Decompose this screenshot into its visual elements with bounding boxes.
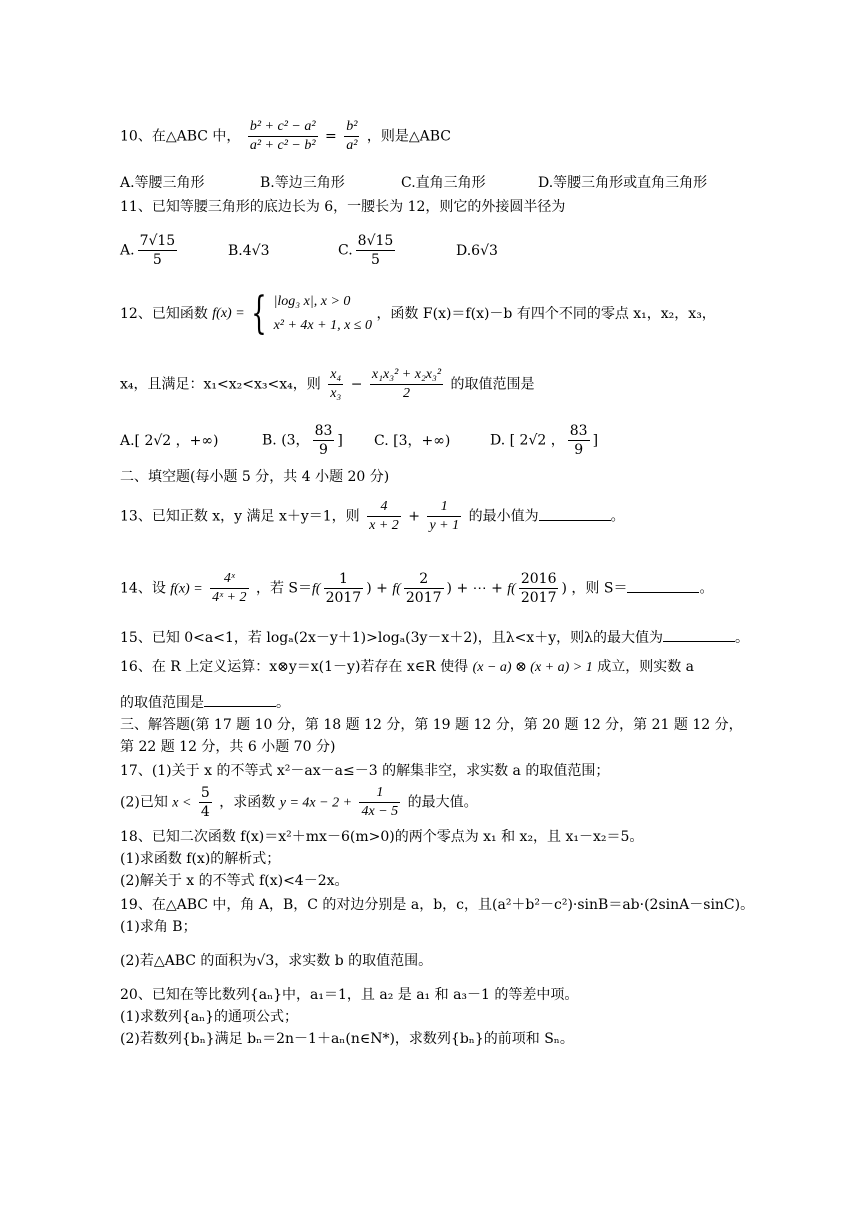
q11-option-c-label: C. [338,242,353,259]
q14-mid: ，若 S＝ [255,580,313,597]
q16-line2-text: 的取值范围是 [120,695,204,711]
q12-option-d-fraction [568,422,590,459]
q17-condition-denominator: 4 [200,804,210,820]
q12-line2 [120,366,535,403]
q16-end: 。 [276,695,290,711]
q14-function-numerator: 4ˣ [210,570,248,589]
q16-prefix: 16、在 R 上定义运算：x⊗y＝x(1－y)若存在 x∈R 使得 [120,659,469,675]
q11-option-a-fraction [138,232,178,269]
q14-end: 。 [699,580,714,597]
q14-term3-numerator: 2016 [520,571,557,587]
q12-fraction1 [328,366,343,403]
q14-prefix: 14、设 [120,580,166,597]
q12-fraction1-denominator: x₃ [330,386,342,401]
q12-case2: x² + 4x + 1, x ≤ 0 [273,318,372,333]
q11-stem: 11、已知等腰三角形的底边长为 6，一腰长为 12，则它的外接圆半径为 [120,199,566,215]
q14-f2-label: f( [392,581,401,597]
q12-cases [274,290,372,338]
q17-function-denominator: 4x − 5 [361,804,399,819]
q10-option-b: B.等边三角形 [260,175,345,191]
q17-part2-prefix: (2)已知 [120,794,168,811]
q10-equals: = [325,128,337,145]
q14-term1 [324,570,364,607]
q20-stem: 20、已知在等比数列{aₙ}中，a₁＝1，且 a₂ 是 a₁ 和 a₃－1 的等差中项。 [120,987,579,1003]
q14-line [120,570,713,607]
q17-function: y = 4x − 2 + [279,795,353,811]
q15-text: 15、已知 0<a<1，若 logₐ(2x－y＋1)>logₐ(3y－x＋2)，且λ<x＋y，则λ的最大值为 [120,630,663,646]
q13-plus: + [408,508,420,525]
q17-suffix: 的最大值。 [407,794,478,811]
q12-minus: − [350,376,363,393]
q14-function-name: f(x) = [170,581,203,597]
q14-f3-label: f( [507,581,516,597]
q15-answer-blank[interactable] [663,627,735,642]
q11-option-c-numerator: 8√15 [357,233,394,249]
q10-left-numerator: b² + c² − a² [248,118,318,137]
q16-expression: (x − a) ⊗ (x + a) > 1 [472,660,593,675]
q12-option-b-numerator: 83 [314,423,333,439]
q14-term1-numerator: 1 [324,570,364,589]
q12-option-d-denominator: 9 [574,442,584,458]
q12-option-b-fraction [313,422,335,459]
q20-part1: (1)求数列{aₙ}的通项公式； [120,1009,299,1025]
q10-right-denominator: a² [346,138,358,153]
q11-option-c-denominator: 5 [371,252,380,268]
q15-line [120,627,749,647]
q14-paren1: ) [366,580,372,597]
q16-answer-blank[interactable] [204,692,276,707]
q13-fraction1 [367,498,401,535]
q10-suffix: ，则是△ABC [366,128,451,145]
q17-mid: ，求函数 [219,794,276,811]
q12-prefix: 12、已知函数 [120,306,208,322]
q18-part2: (2)解关于 x 的不等式 f(x)<4－2x。 [120,873,349,889]
q14-function-denominator: 4ˣ + 2 [212,590,247,605]
q17-condition-fraction [199,784,212,821]
q19-part2-prefix: (2)若△ABC 的面积为 [120,953,257,969]
q10-right-numerator: b² [344,118,359,137]
q13-fraction1-denominator: x + 2 [369,518,399,533]
q12-option-d-numerator: 83 [569,423,588,439]
q10-option-a: A.等腰三角形 [120,175,205,191]
q12-option-d-suffix: ] [592,432,599,449]
q16-line1 [120,658,694,677]
q17-condition-numerator: 5 [200,785,210,801]
q19-part2-suffix: ，求实数 b 的取值范围。 [274,953,433,969]
q17-part1: 17、(1)关于 x 的不等式 x²－ax－a≤－3 的解集非空，求实数 a 的取值范围； [120,763,610,779]
q12-line2-suffix: 的取值范围是 [450,376,535,393]
q13-suffix: 的最小值为 [468,508,539,525]
q17-function-fraction [359,784,400,821]
q12-option-d-prefix: D. [ 2√2 ， [490,432,565,449]
q16-suffix: 成立，则实数 a [597,659,694,675]
q12-fraction2-denominator: 2 [403,386,410,401]
q14-term2-numerator: 2 [404,570,444,589]
q14-paren3: ) [561,580,567,597]
q12-line2-prefix: x₄，且满足：x₁<x₂<x₃<x₄，则 [120,376,321,393]
section3-heading-line1: 三、解答题(第 17 题 10 分，第 18 题 12 分，第 19 题 12 分，第 20 题 12 分，第 21 题 12 分， [120,717,743,733]
q12-option-b [262,422,343,459]
q13-fraction1-numerator: 4 [367,498,401,517]
q11-option-a-numerator: 7√15 [139,233,176,249]
section2-heading: 二、填空题(每小题 5 分，共 4 小题 20 分) [120,469,390,485]
q14-dots: + ⋯ + [456,580,503,597]
q12-option-c: C. [3，+∞) [374,433,451,449]
q12-line1 [120,290,716,338]
q12-case1: |log₃ x|, x > 0 [273,294,351,309]
q12-fraction2-numerator: x₁x₃² + x₂x₃² [370,366,443,385]
q14-term2-denominator: 2017 [405,590,442,606]
q10-option-c: C.直角三角形 [401,175,486,191]
q12-fraction2 [370,366,443,403]
q11-option-d: D.6√3 [456,243,498,259]
q11-option-c [338,232,398,269]
q14-term2 [404,570,444,607]
q14-term3-denominator: 2017 [520,590,557,606]
q10-line [120,118,451,155]
q12-option-d [490,422,598,459]
q12-suffix: ，函数 F(x)＝f(x)－b 有四个不同的零点 x₁，x₂，x₃， [376,306,716,322]
q10-left-fraction [248,118,318,155]
q11-option-c-fraction [356,232,396,269]
q11-option-a-label: A. [120,242,135,259]
q17-part2 [120,784,478,821]
q14-plus1: + [376,580,388,597]
q12-fraction1-numerator: x₄ [328,366,343,385]
q12-option-b-denominator: 9 [319,442,328,458]
q14-answer-blank[interactable] [627,578,699,593]
q12-option-b-prefix: B. (3， [262,432,310,449]
q19-part1: (1)求角 B； [120,919,197,935]
q12-option-b-suffix: ] [337,432,343,449]
q10-left-denominator: a² + c² − b² [249,138,316,153]
q13-prefix: 13、已知正数 x，y 满足 x＋y＝1，则 [120,508,360,525]
q13-fraction2 [427,498,461,535]
q16-line2 [120,692,290,712]
q11-option-a-denominator: 5 [152,252,162,268]
q13-answer-blank[interactable] [539,506,611,521]
q15-end: 。 [734,630,749,646]
q13-fraction2-denominator: y + 1 [429,518,460,533]
q19-stem: 19、在△ABC 中，角 A，B，C 的对边分别是 a，b，c，且(a²＋b²－c²)·sinB＝ab·(2sinA－sinC)。 [120,897,755,913]
q14-term3 [519,570,559,607]
q10-option-d: D.等腰三角形或直角三角形 [538,175,708,191]
q13-end: 。 [610,508,625,525]
q11-option-a [120,232,180,269]
q17-condition: x < [172,795,192,811]
q14-term1-denominator: 2017 [325,590,362,606]
q17-function-numerator: 1 [359,784,400,803]
q18-part1: (1)求函数 f(x)的解析式； [120,851,281,867]
q19-part2 [120,952,432,970]
q13-line [120,498,625,535]
q10-right-fraction [344,118,359,155]
q14-suffix: ，则 S＝ [571,580,628,597]
q12-option-a: A.[ 2√2 ，+∞) [120,433,219,449]
section3-heading-line2: 第 22 题 12 分，共 6 小题 70 分) [120,739,336,755]
q14-paren2: ) [446,580,452,597]
q13-fraction2-numerator: 1 [427,498,461,517]
q10-prefix: 10、在△ABC 中， [120,128,241,145]
q20-part2: (2)若数列{bₙ}满足 bₙ＝2n－1＋aₙ(n∈N*)，求数列{bₙ}的前项和 Sₙ。 [120,1031,574,1047]
q19-area-value: √3 [256,953,275,969]
q14-f1-label: f( [312,581,321,597]
q14-function-fraction [210,570,248,607]
q18-stem: 18、已知二次函数 f(x)＝x²＋mx－6(m>0)的两个零点为 x₁ 和 x₂，且 x₁－x₂＝5。 [120,829,644,845]
q12-brace-icon: { [251,288,267,339]
q11-option-b: B.4√3 [228,243,270,259]
q12-function-name: f(x) = [212,306,245,321]
